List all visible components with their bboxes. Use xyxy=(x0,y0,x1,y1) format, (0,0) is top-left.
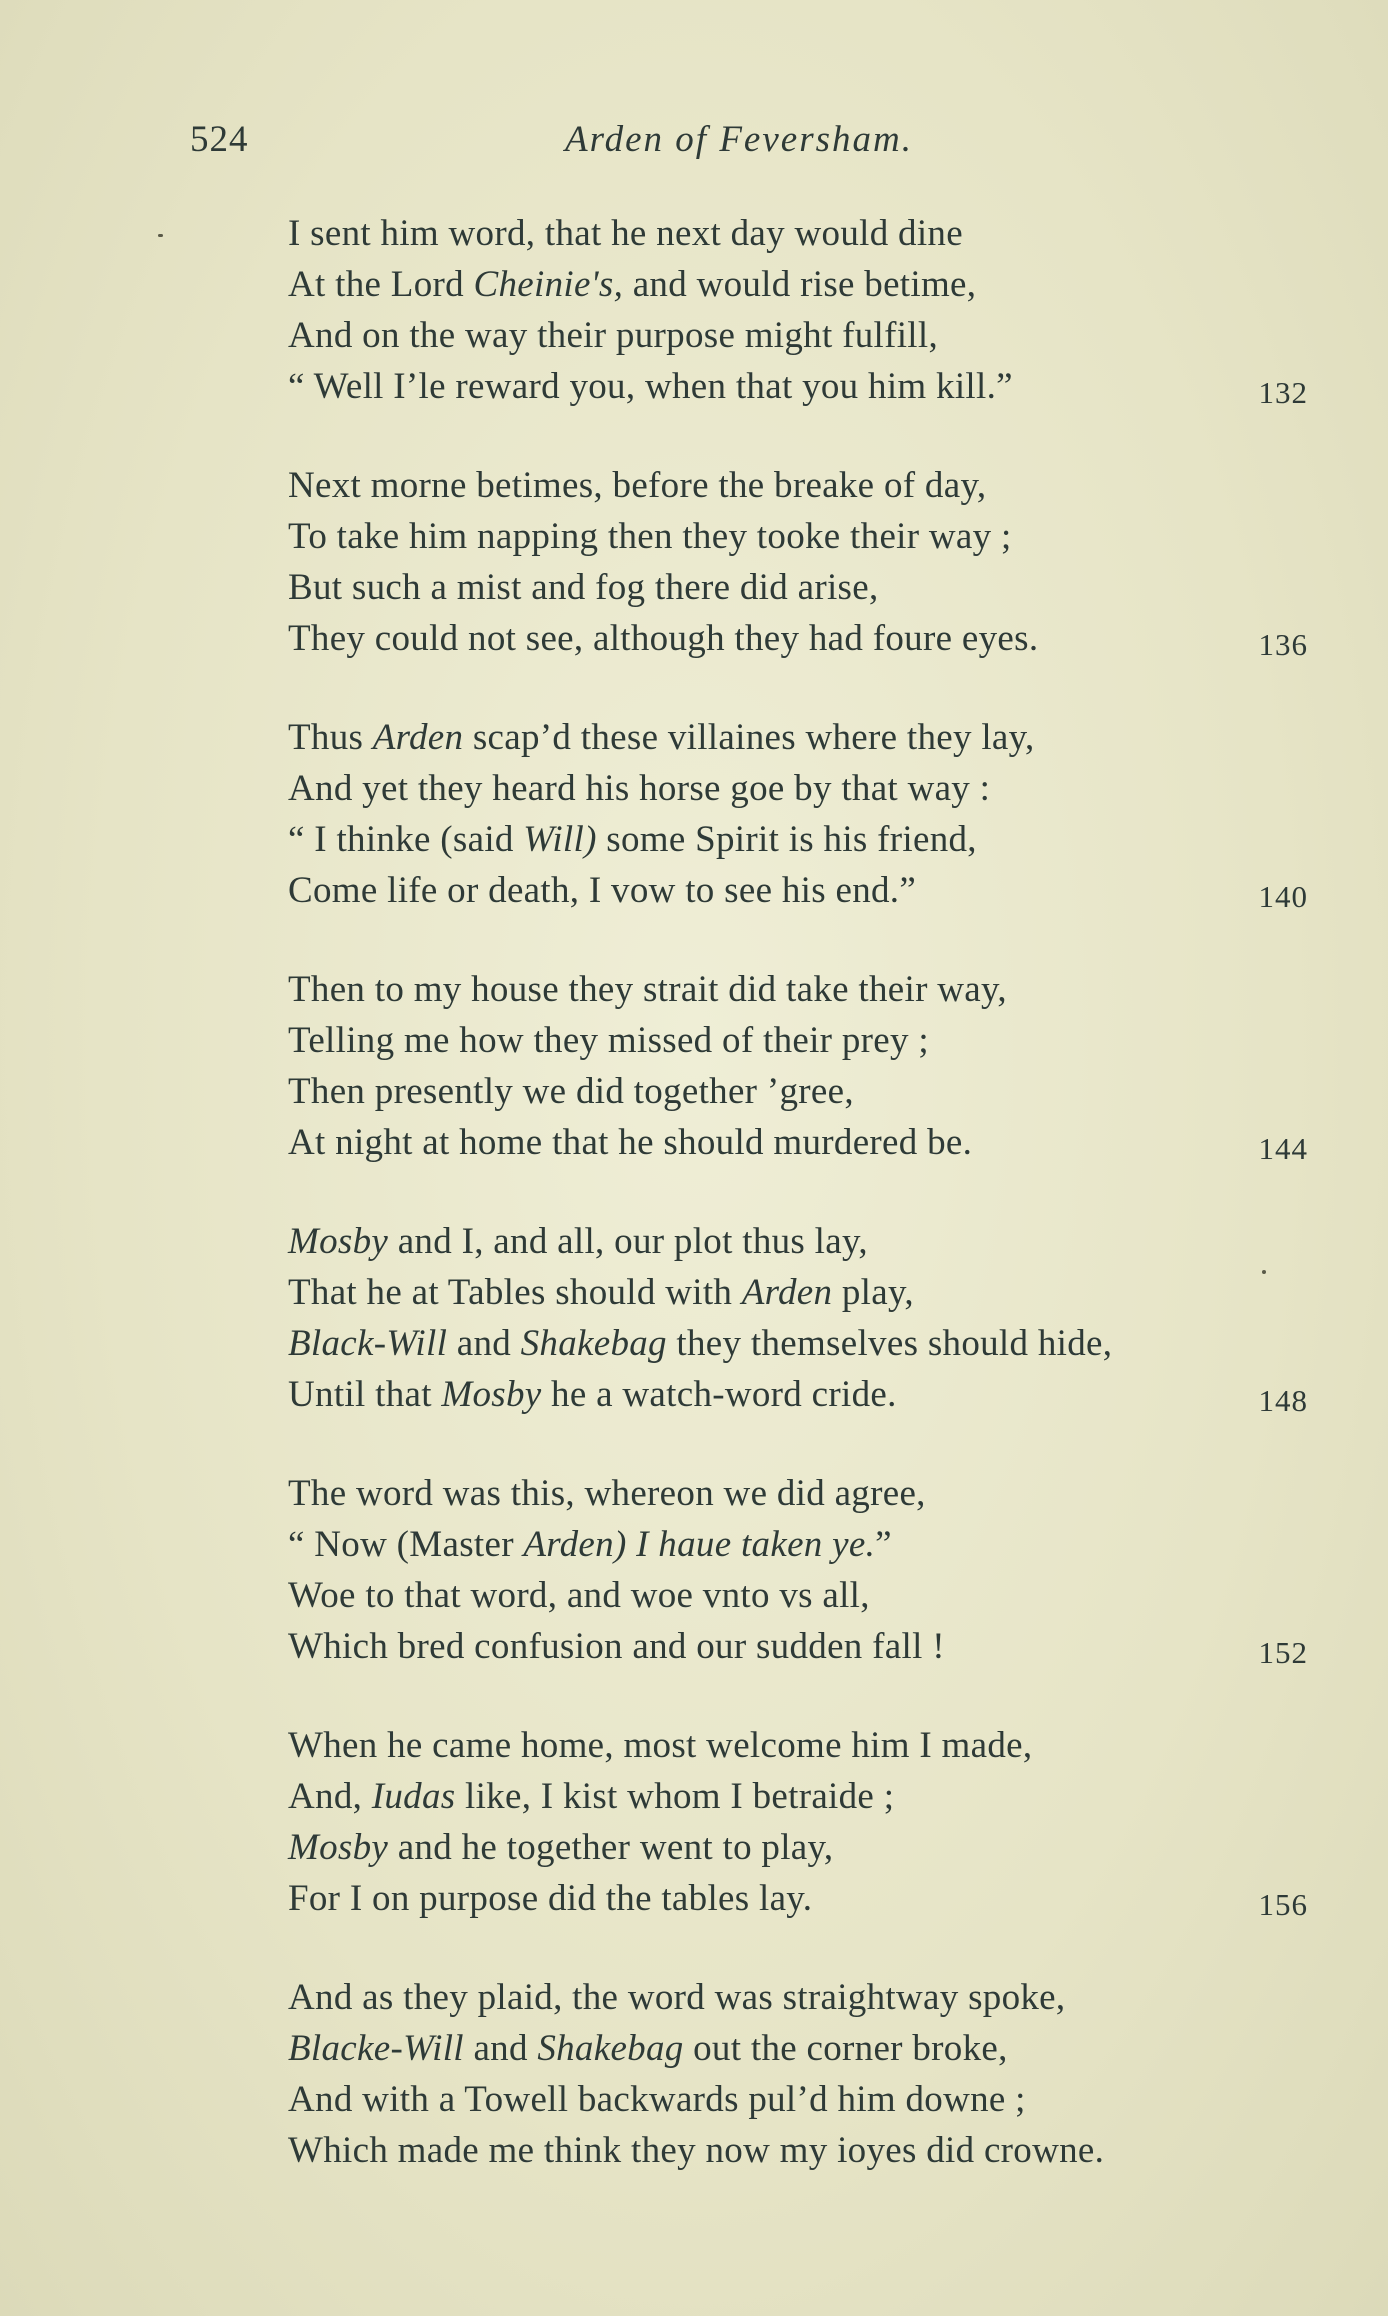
verse-text: Then presently we did together ’gree, xyxy=(288,1071,854,1112)
verse-line xyxy=(288,1822,1308,1873)
italic-text: Arden) xyxy=(523,1524,627,1565)
verse-text: Next morne betimes, before the breake of day, xyxy=(288,465,987,506)
verse-text: ” xyxy=(875,1524,892,1565)
ink-speck xyxy=(1262,1270,1266,1274)
verse-text: And, xyxy=(288,1776,372,1817)
line-number: 156 xyxy=(1258,1887,1308,1922)
verse-text: he a watch-word cride. xyxy=(541,1374,897,1415)
verse-line xyxy=(288,763,1308,814)
line-number: 140 xyxy=(1258,879,1308,914)
verse-text: Until that xyxy=(288,1374,442,1415)
verse-line xyxy=(288,460,1308,511)
verse-line xyxy=(288,814,1308,865)
italic-text: Arden xyxy=(741,1272,833,1313)
italic-text: Mosby xyxy=(288,1221,389,1262)
verse-text: When he came home, most welcome him I made, xyxy=(288,1725,1033,1766)
verse-text: At night at home that he should murdered be. xyxy=(288,1122,973,1163)
stanza xyxy=(288,712,1308,916)
verse-text: and xyxy=(463,2028,538,2069)
verse-line xyxy=(288,2074,1308,2125)
verse-text: But such a mist and fog there did arise, xyxy=(288,567,879,608)
verse-text: Which made me think they now my ioyes did crowne. xyxy=(288,2130,1105,2171)
verse-line xyxy=(288,2125,1308,2176)
verse-line xyxy=(288,361,1308,412)
poem-body xyxy=(288,208,1308,2224)
verse-text: They could not see, although they had foure eyes. xyxy=(288,618,1039,659)
verse-line xyxy=(288,1369,1308,1420)
verse-text: And as they plaid, the word was straightway spoke, xyxy=(288,1977,1066,2018)
verse-text: And with a Towell backwards pul’d him downe ; xyxy=(288,2079,1026,2120)
verse-line xyxy=(288,865,1308,916)
stanza xyxy=(288,964,1308,1168)
verse-line xyxy=(288,1267,1308,1318)
verse-line xyxy=(288,1771,1308,1822)
italic-text: Iudas xyxy=(371,1776,456,1817)
verse-text: And yet they heard his horse goe by that way : xyxy=(288,768,991,809)
italic-text: Will) xyxy=(523,819,597,860)
verse-line xyxy=(288,1468,1308,1519)
verse-text: Come life or death, I vow to see his end.” xyxy=(288,870,917,911)
verse-line xyxy=(288,208,1308,259)
verse-line xyxy=(288,562,1308,613)
italic-text: Arden xyxy=(372,717,464,758)
verse-line xyxy=(288,1873,1308,1924)
italic-text: Cheinie's, xyxy=(473,264,624,305)
page-number: 524 xyxy=(190,119,249,160)
stanza xyxy=(288,208,1308,412)
italic-text: Shakebag xyxy=(537,2028,684,2069)
verse-line xyxy=(288,1066,1308,1117)
verse-text: For I on purpose did the tables lay. xyxy=(288,1878,813,1919)
verse-text: Which bred confusion and our sudden fall ! xyxy=(288,1626,945,1667)
verse-line xyxy=(288,1972,1308,2023)
line-number: 152 xyxy=(1258,1635,1308,1670)
verse-line xyxy=(288,1015,1308,1066)
stanza xyxy=(288,1972,1308,2176)
verse-text: and he together went to play, xyxy=(388,1827,834,1868)
verse-text: That he at Tables should with xyxy=(288,1272,742,1313)
verse-line xyxy=(288,712,1308,763)
italic-text: Mosby xyxy=(441,1374,542,1415)
italic-text: Shakebag xyxy=(520,1323,667,1364)
verse-text: Then to my house they strait did take their way, xyxy=(288,969,1007,1010)
verse-text: Telling me how they missed of their prey ; xyxy=(288,1020,929,1061)
italic-text: I haue taken ye. xyxy=(636,1524,876,1565)
verse-line xyxy=(288,1621,1308,1672)
verse-text: they themselves should hide, xyxy=(666,1323,1113,1364)
verse-line xyxy=(288,1216,1308,1267)
verse-line xyxy=(288,613,1308,664)
verse-text: The word was this, whereon we did agree, xyxy=(288,1473,926,1514)
verse-text: “ I thinke (said xyxy=(288,819,524,860)
running-title: Arden of Feversham. xyxy=(565,119,913,160)
verse-text: Woe to that word, and woe vnto vs all, xyxy=(288,1575,870,1616)
ink-speck xyxy=(158,234,163,237)
line-number: 132 xyxy=(1258,375,1308,410)
verse-text: “ Well I’le reward you, when that you him kill.” xyxy=(288,366,1013,407)
stanza xyxy=(288,1216,1308,1420)
verse-line xyxy=(288,964,1308,1015)
verse-text: And on the way their purpose might fulfill, xyxy=(288,315,939,356)
verse-text: “ Now (Master xyxy=(288,1524,524,1565)
verse-line xyxy=(288,1318,1308,1369)
verse-text: I sent him word, that he next day would dine xyxy=(288,213,963,254)
verse-text: out the corner broke, xyxy=(683,2028,1008,2069)
verse-text: like, I kist whom I betraide ; xyxy=(455,1776,895,1817)
italic-text: Black-Will xyxy=(288,1323,448,1364)
stanza xyxy=(288,460,1308,664)
verse-text xyxy=(627,1524,637,1565)
verse-text: Thus xyxy=(288,717,373,758)
verse-text: scap’d these villaines where they lay, xyxy=(463,717,1035,758)
stanza xyxy=(288,1468,1308,1672)
italic-text: Mosby xyxy=(288,1827,389,1868)
verse-text: At the Lord xyxy=(288,264,474,305)
verse-line xyxy=(288,1570,1308,1621)
verse-text: To take him napping then they tooke their way ; xyxy=(288,516,1012,557)
page-header xyxy=(190,118,1190,174)
line-number: 148 xyxy=(1258,1383,1308,1418)
verse-text: and I, and all, our plot thus lay, xyxy=(388,1221,868,1262)
verse-line xyxy=(288,511,1308,562)
line-number: 144 xyxy=(1258,1131,1308,1166)
verse-line xyxy=(288,259,1308,310)
verse-text: some Spirit is his friend, xyxy=(596,819,977,860)
italic-text: Blacke-Will xyxy=(288,2028,464,2069)
verse-line xyxy=(288,1519,1308,1570)
verse-line xyxy=(288,1117,1308,1168)
verse-text: and xyxy=(447,1323,521,1364)
line-number: 136 xyxy=(1258,627,1308,662)
stanza xyxy=(288,1720,1308,1924)
verse-line xyxy=(288,310,1308,361)
verse-line xyxy=(288,1720,1308,1771)
verse-line xyxy=(288,2023,1308,2074)
verse-text: play, xyxy=(832,1272,914,1313)
verse-text: and would rise betime, xyxy=(623,264,977,305)
